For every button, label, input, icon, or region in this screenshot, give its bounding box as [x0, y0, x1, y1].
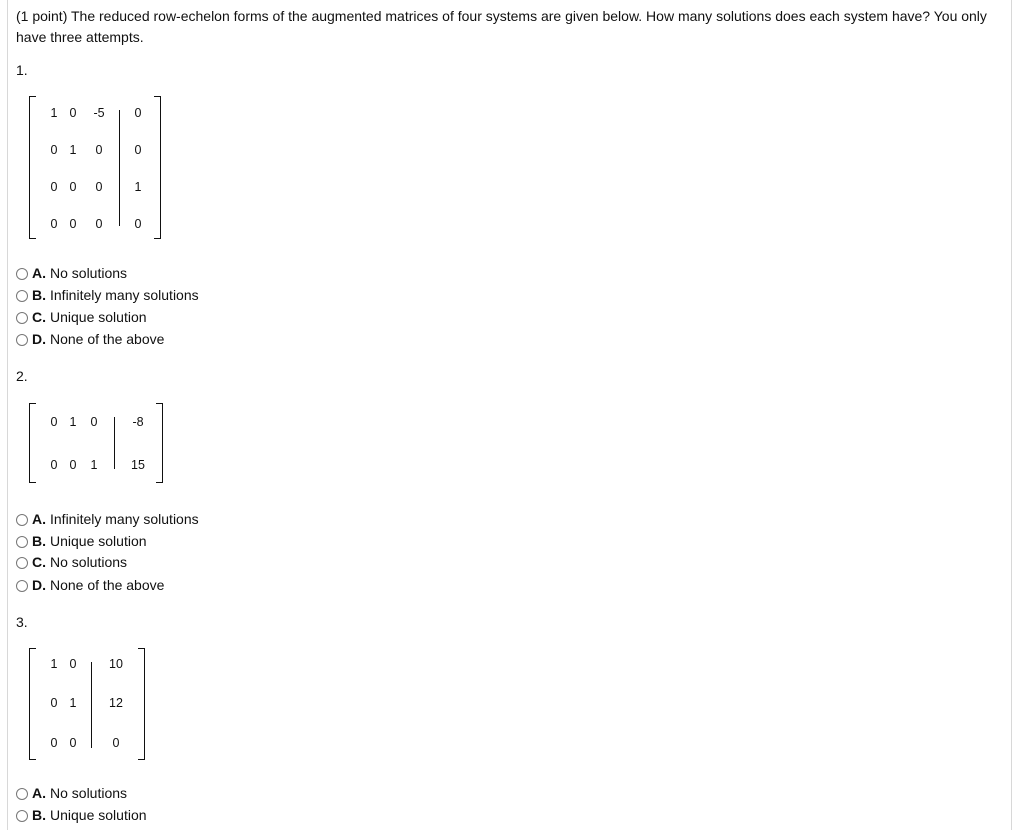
radio-button[interactable]	[16, 810, 28, 822]
matrix-aug-cell: 0	[134, 106, 142, 120]
option-letter: B.	[32, 807, 46, 823]
radio-button[interactable]	[16, 514, 28, 526]
matrix-cell: 0	[50, 415, 58, 429]
option-text: Infinitely many solutions	[50, 287, 199, 303]
option-letter: C.	[32, 554, 46, 570]
matrix-cell: 0	[95, 217, 103, 231]
q2-option-d[interactable]	[16, 575, 164, 596]
question-3-matrix	[29, 648, 145, 760]
matrix-cell: 0	[69, 217, 77, 231]
matrix-aug-cell: -8	[132, 415, 144, 429]
matrix-left-bracket	[29, 96, 36, 239]
matrix-aug-cell: 0	[134, 143, 142, 157]
matrix-cell: 0	[69, 180, 77, 194]
radio-button[interactable]	[16, 290, 28, 302]
option-letter: A.	[32, 511, 46, 527]
q3-option-a[interactable]	[16, 783, 127, 804]
radio-button[interactable]	[16, 536, 28, 548]
option-letter: C.	[32, 309, 46, 325]
matrix-cell: 1	[69, 143, 77, 157]
matrix-cell: 0	[95, 143, 103, 157]
q1-option-d[interactable]	[16, 329, 164, 350]
matrix-cell: -5	[93, 106, 105, 120]
augment-divider	[91, 662, 92, 748]
option-text: None of the above	[50, 331, 165, 347]
matrix-cell: 1	[69, 696, 77, 710]
matrix-aug-cell: 0	[134, 217, 142, 231]
matrix-cell: 0	[69, 736, 77, 750]
q1-option-b[interactable]	[16, 285, 199, 306]
matrix-cell: 0	[50, 217, 58, 231]
matrix-cell: 0	[95, 180, 103, 194]
q2-option-c[interactable]	[16, 552, 127, 573]
option-text: No solutions	[50, 785, 128, 801]
matrix-cell: 1	[50, 106, 58, 120]
option-letter: A.	[32, 265, 46, 281]
matrix-cell: 0	[50, 180, 58, 194]
q1-option-a[interactable]	[16, 263, 127, 284]
matrix-aug-cell: 15	[131, 458, 145, 472]
problem-statement: (1 point) The reduced row-echelon forms of the augmented matrices of four systems are given below. How many solutions does each system have? You only have three attempts.	[16, 8, 987, 45]
matrix-aug-cell: 10	[109, 657, 123, 671]
option-text: Unique solution	[50, 533, 147, 549]
option-text: Unique solution	[50, 309, 147, 325]
option-text: Unique solution	[50, 807, 147, 823]
option-text: Infinitely many solutions	[50, 511, 199, 527]
matrix-cell: 0	[50, 458, 58, 472]
matrix-cell: 1	[50, 657, 58, 671]
question-3-number: 3.	[16, 614, 28, 630]
matrix-aug-cell: 12	[109, 696, 123, 710]
question-2-number: 2.	[16, 368, 28, 384]
question-1-matrix	[29, 96, 161, 239]
option-letter: B.	[32, 287, 46, 303]
option-letter: A.	[32, 785, 46, 801]
augment-divider	[114, 417, 115, 469]
option-text: None of the above	[50, 577, 165, 593]
matrix-cell: 0	[50, 696, 58, 710]
option-text: No solutions	[50, 554, 128, 570]
augment-divider	[119, 110, 120, 226]
matrix-right-bracket	[138, 648, 145, 760]
matrix-right-bracket	[156, 403, 163, 483]
matrix-cell: 0	[50, 736, 58, 750]
radio-button[interactable]	[16, 580, 28, 592]
q1-option-c[interactable]	[16, 307, 147, 328]
radio-button[interactable]	[16, 312, 28, 324]
matrix-cell: 1	[69, 415, 77, 429]
matrix-cell: 0	[69, 657, 77, 671]
option-letter: D.	[32, 331, 46, 347]
radio-button[interactable]	[16, 268, 28, 280]
radio-button[interactable]	[16, 788, 28, 800]
matrix-aug-cell: 0	[112, 736, 120, 750]
option-text: No solutions	[50, 265, 128, 281]
matrix-cell: 0	[50, 143, 58, 157]
matrix-left-bracket	[29, 403, 36, 483]
matrix-cell: 0	[90, 415, 98, 429]
question-1-number: 1.	[16, 62, 28, 78]
option-letter: B.	[32, 533, 46, 549]
q3-option-b[interactable]	[16, 805, 147, 826]
matrix-aug-cell: 1	[134, 180, 142, 194]
radio-button[interactable]	[16, 557, 28, 569]
matrix-right-bracket	[154, 96, 161, 239]
q2-option-b[interactable]	[16, 531, 147, 552]
matrix-cell: 0	[69, 458, 77, 472]
q2-option-a[interactable]	[16, 509, 199, 530]
question-2-matrix	[29, 403, 163, 483]
matrix-cell: 1	[90, 458, 98, 472]
matrix-left-bracket	[29, 648, 36, 760]
matrix-cell: 0	[69, 106, 77, 120]
option-letter: D.	[32, 577, 46, 593]
radio-button[interactable]	[16, 334, 28, 346]
